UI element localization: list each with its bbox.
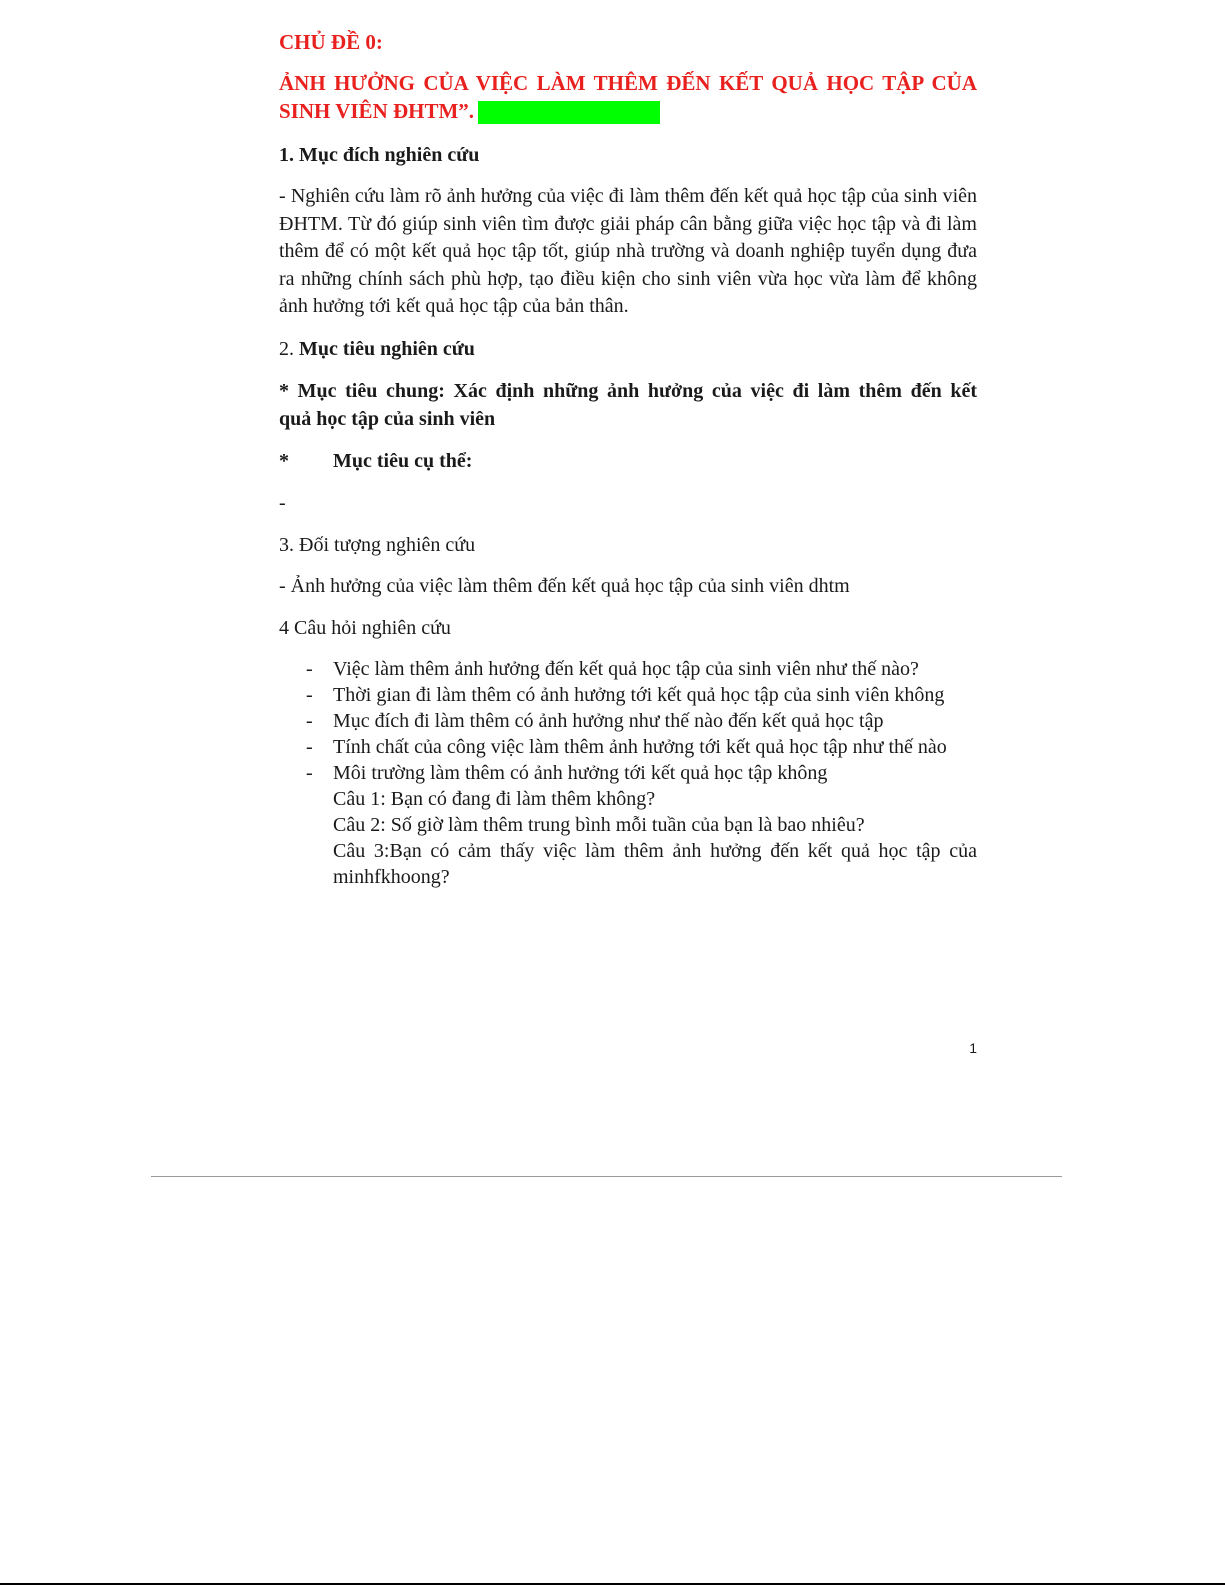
- list-item: [279, 656, 977, 682]
- research-question: Việc làm thêm ảnh hưởng đến kết quả học tập của sinh viên như thế nào?: [333, 658, 919, 680]
- specific-goal-dash: -: [279, 491, 286, 514]
- page-number: 1: [969, 1040, 977, 1056]
- survey-question-3: [333, 838, 977, 890]
- bullet-dash: -: [306, 762, 313, 784]
- list-item: [279, 734, 977, 760]
- section2-heading-text: Mục tiêu nghiên cứu: [299, 337, 475, 360]
- section2-number: 2.: [279, 337, 294, 360]
- section2-heading: [279, 335, 977, 363]
- list-item: [279, 708, 977, 734]
- section1-body: - Nghiên cứu làm rõ ảnh hưởng của việc đi làm thêm đến kết quả học tập của sinh viên ĐHTM. Từ đó giúp sinh viên tìm được giải pháp cân bằng giữa việc học tập và đi làm thêm để có một kết quả học tập tốt, giúp nhà trường và doanh nghiệp tuyển dụng đưa ra những chính sách phù hợp, tạo điều kiện cho sinh viên vừa học vừa làm để không ảnh hưởng tới kết quả học tập của bản thân.: [279, 185, 977, 317]
- document-body: [279, 28, 977, 890]
- survey-question-3-line1: Câu 3:Bạn có cảm thấy việc làm thêm ảnh hưởng đến kết quả học tập của: [333, 840, 977, 862]
- green-highlight-mark: [478, 101, 660, 124]
- section1-heading: 1. Mục đích nghiên cứu: [279, 144, 480, 166]
- topic-label: CHỦ ĐỀ 0:: [279, 30, 383, 54]
- research-question-list: [279, 656, 977, 786]
- list-item: [279, 760, 977, 786]
- survey-question-1: Câu 1: Bạn có đang đi làm thêm không?: [333, 788, 656, 810]
- research-question: Môi trường làm thêm có ảnh hưởng tới kết quả học tập không: [333, 762, 828, 784]
- research-question: Thời gian đi làm thêm có ảnh hưởng tới kết quả học tập của sinh viên không: [333, 684, 945, 706]
- survey-question-3-line2: minhfkhoong?: [333, 866, 450, 888]
- bullet-dash: -: [306, 736, 313, 758]
- section3-heading: 3. Đối tượng nghiên cứu: [279, 533, 476, 556]
- document-title-line1: ẢNH HƯỞNG CỦA VIỆC LÀM THÊM ĐẾN KẾT QUẢ HỌC TẬP CỦA: [279, 71, 977, 95]
- document-title-line2: SINH VIÊN ĐHTM”.: [279, 99, 475, 123]
- survey-question-2: Câu 2: Số giờ làm thêm trung bình mỗi tuần của bạn là bao nhiêu?: [333, 814, 865, 836]
- specific-goal-star: *: [279, 449, 289, 472]
- section3-body: - Ảnh hưởng của việc làm thêm đến kết quả học tập của sinh viên dhtm: [279, 574, 850, 597]
- general-goal-line1: * Mục tiêu chung: Xác định những ảnh hưởng của việc đi làm thêm đến kết: [279, 379, 977, 402]
- general-goal: [279, 377, 977, 433]
- research-question: Tính chất của công việc làm thêm ảnh hưởng tới kết quả học tập như thế nào: [333, 736, 947, 758]
- document-title: [279, 69, 977, 125]
- general-goal-line2: quả học tập của sinh viên: [279, 407, 496, 430]
- specific-goal: [279, 447, 977, 475]
- bullet-dash: -: [306, 684, 313, 706]
- page-break-divider: [151, 1176, 1062, 1177]
- bullet-dash: -: [306, 658, 313, 680]
- bullet-dash: -: [306, 710, 313, 732]
- list-item: [279, 682, 977, 708]
- specific-goal-label: Mục tiêu cụ thể:: [333, 449, 473, 472]
- section4-heading: 4 Câu hỏi nghiên cứu: [279, 617, 451, 639]
- research-question: Mục đích đi làm thêm có ảnh hưởng như thế nào đến kết quả học tập: [333, 710, 884, 732]
